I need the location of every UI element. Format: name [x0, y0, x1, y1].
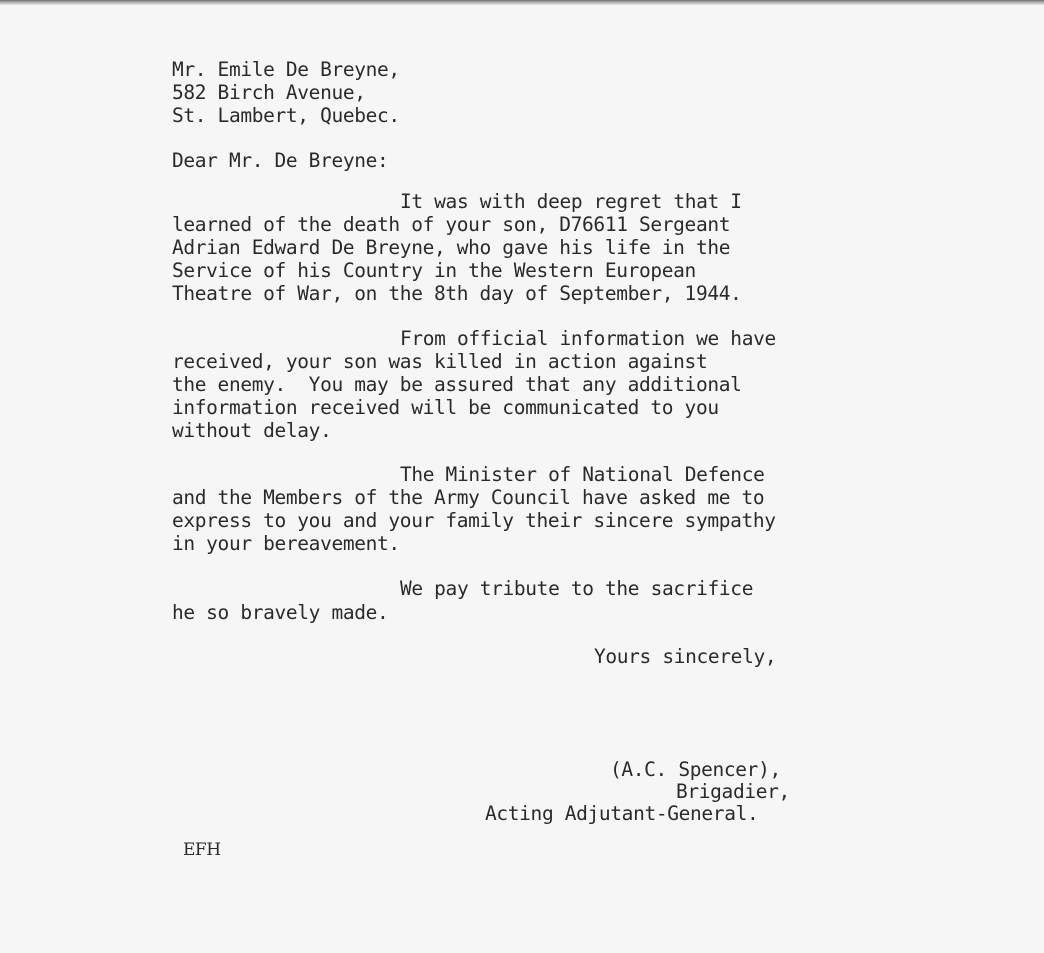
salutation: Dear Mr. De Breyne:: [172, 149, 389, 172]
paragraph-line: learned of the death of your son, D76611 Sergeant: [172, 213, 731, 236]
signature-rank: Brigadier,: [676, 780, 790, 803]
paragraph-line: It was with deep regret that I: [400, 190, 742, 213]
paragraph-line: without delay.: [172, 419, 332, 442]
signature-name: (A.C. Spencer),: [610, 758, 781, 781]
paragraph-line: We pay tribute to the sacrifice: [400, 577, 754, 600]
paragraph-line: Service of his Country in the Western European: [172, 259, 696, 282]
paragraph-line: Theatre of War, on the 8th day of September, 1944.: [172, 282, 742, 305]
paragraph-line: received, your son was killed in action against: [172, 350, 708, 373]
closing: Yours sincerely,: [594, 645, 777, 668]
paragraph-line: express to you and your family their sincere sympathy: [172, 509, 776, 532]
address-line-name: Mr. Emile De Breyne,: [172, 58, 400, 81]
letter-page: [0, 5, 1044, 953]
paragraph-line: he so bravely made.: [172, 601, 389, 624]
signature-title: Acting Adjutant-General.: [485, 802, 759, 825]
paragraph-line: in your bereavement.: [172, 532, 400, 555]
paragraph-line: Adrian Edward De Breyne, who gave his life in the: [172, 236, 731, 259]
paragraph-line: From official information we have: [400, 327, 776, 350]
address-line-street: 582 Birch Avenue,: [172, 81, 366, 104]
paragraph-line: the enemy. You may be assured that any additional: [172, 373, 742, 396]
paragraph-line: and the Members of the Army Council have asked me to: [172, 486, 765, 509]
paragraph-line: The Minister of National Defence: [400, 463, 765, 486]
address-line-city: St. Lambert, Quebec.: [172, 104, 400, 127]
paragraph-line: information received will be communicated to you: [172, 396, 719, 419]
typist-initials: EFH: [183, 840, 221, 860]
